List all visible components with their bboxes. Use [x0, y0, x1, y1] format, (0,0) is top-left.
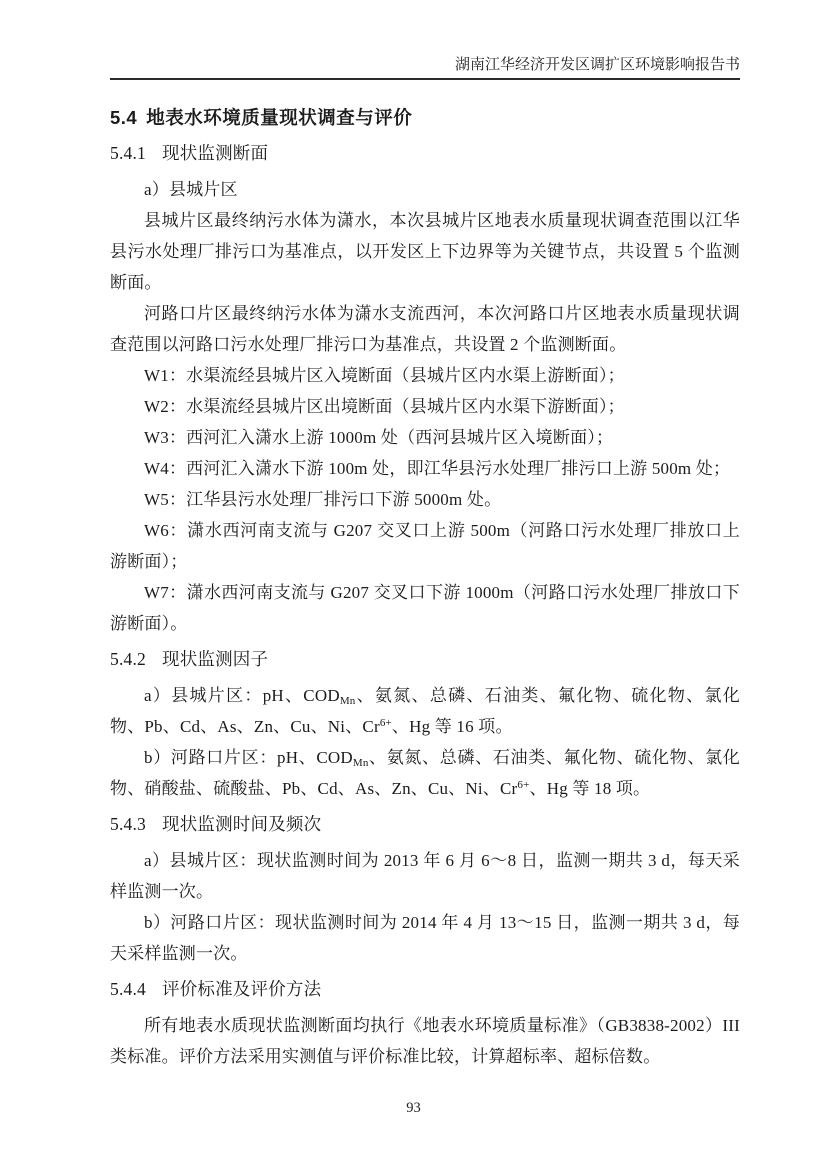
- section-number: 5.4.3: [110, 814, 146, 834]
- list-item-w4: W4：西河汇入潇水下游 100m 处，即江华县污水处理厂排污口上游 500m 处；: [144, 459, 731, 478]
- list-item-w2: W2：水渠流经县城片区出境断面（县城片区内水渠下游断面）；: [144, 397, 625, 416]
- list-item-w5: W5：江华县污水处理厂排污口下游 5000m 处。: [144, 490, 502, 509]
- paragraph-heluokou-area: 河路口片区最终纳污水体为潇水支流西河，本次河路口片区地表水质量现状调查范围以河路口污水处理厂排污口为基准点，共设置 2 个监测断面。: [110, 304, 740, 354]
- section-heading-5-4-1: [110, 138, 740, 169]
- page-header: [110, 55, 740, 80]
- section-heading-5-4-2: [110, 644, 740, 675]
- factors-b-mid: 、氨氮、总磷、石油类、氟化物、硫化物、氯化物、硝酸盐、硫酸盐、Pb、Cd、As、Zn、Cu、Ni、Cr: [110, 748, 740, 798]
- section-heading-5-4: [110, 102, 740, 133]
- section-title: 地表水环境质量现状调查与评价: [146, 107, 413, 128]
- factors-a-pre: a）县城片区：pH、COD: [144, 686, 340, 705]
- section-number: 5.4.1: [110, 143, 146, 163]
- page-footer: [0, 1100, 827, 1117]
- paragraph-evaluation-standard: 所有地表水质现状监测断面均执行《地表水环境质量标准》（GB3838-2002）III 类标准。评价方法采用实测值与评价标准比较，计算超标率、超标倍数。: [110, 1016, 740, 1066]
- section-heading-5-4-4: [110, 974, 740, 1005]
- factors-a-post: 、Hg 等 16 项。: [391, 717, 513, 736]
- paragraph-county-area: 县城片区最终纳污水体为潇水，本次县城片区地表水质量现状调查范围以江华县污水处理厂排污口为基准点，以开发区上下边界等为关键节点，共设置 5 个监测断面。: [110, 211, 740, 292]
- section-title: 评价标准及评价方法: [162, 979, 322, 999]
- list-item-w7: W7：潇水西河南支流与 G207 交叉口下游 1000m（河路口污水处理厂排放口下游断面）。: [110, 583, 740, 633]
- section-title: 现状监测断面: [162, 143, 269, 163]
- section-heading-5-4-3: [110, 809, 740, 840]
- factors-b-pre: b）河路口片区：pH、COD: [144, 748, 353, 767]
- paragraph-label-a-county: a）县城片区: [144, 180, 238, 199]
- section-number: 5.4.2: [110, 649, 146, 669]
- cod-mn-subscript: Mn: [352, 757, 369, 769]
- page-number: 93: [406, 1100, 421, 1116]
- document-body: [110, 96, 740, 1072]
- list-item-w6: W6：潇水西河南支流与 G207 交叉口上游 500m（河路口污水处理厂排放口上游断面）；: [110, 521, 740, 571]
- section-title: 现状监测时间及频次: [162, 814, 322, 834]
- cr6-superscript: 6+: [517, 779, 530, 791]
- section-number: 5.4.4: [110, 979, 146, 999]
- list-item-w3: W3：西河汇入潇水上游 1000m 处（西河县城片区入境断面）；: [144, 428, 614, 447]
- section-title: 现状监测因子: [162, 649, 269, 669]
- header-rule-divider: [110, 78, 740, 80]
- paragraph-factors-b: [110, 742, 740, 804]
- paragraph-monitor-time-b: b）河路口片区：现状监测时间为 2014 年 4 月 13～15 日，监测一期共 3 d，每天采样监测一次。: [110, 913, 740, 963]
- paragraph-factors-a: [110, 680, 740, 742]
- cr6-superscript: 6+: [379, 717, 392, 729]
- section-number: 5.4: [110, 107, 138, 128]
- header-title: 湖南江华经济开发区调扩区环境影响报告书: [454, 57, 740, 73]
- factors-a-mid: 、氨氮、总磷、石油类、氟化物、硫化物、氯化物、Pb、Cd、As、Zn、Cu、Ni、Cr: [110, 686, 740, 736]
- cod-mn-subscript: Mn: [339, 695, 356, 707]
- paragraph-monitor-time-a: a）县城片区：现状监测时间为 2013 年 6 月 6～8 日，监测一期共 3 d，每天采样监测一次。: [110, 851, 740, 901]
- factors-b-post: 、Hg 等 18 项。: [529, 779, 651, 798]
- list-item-w1: W1：水渠流经县城片区入境断面（县城片区内水渠上游断面）；: [144, 366, 625, 385]
